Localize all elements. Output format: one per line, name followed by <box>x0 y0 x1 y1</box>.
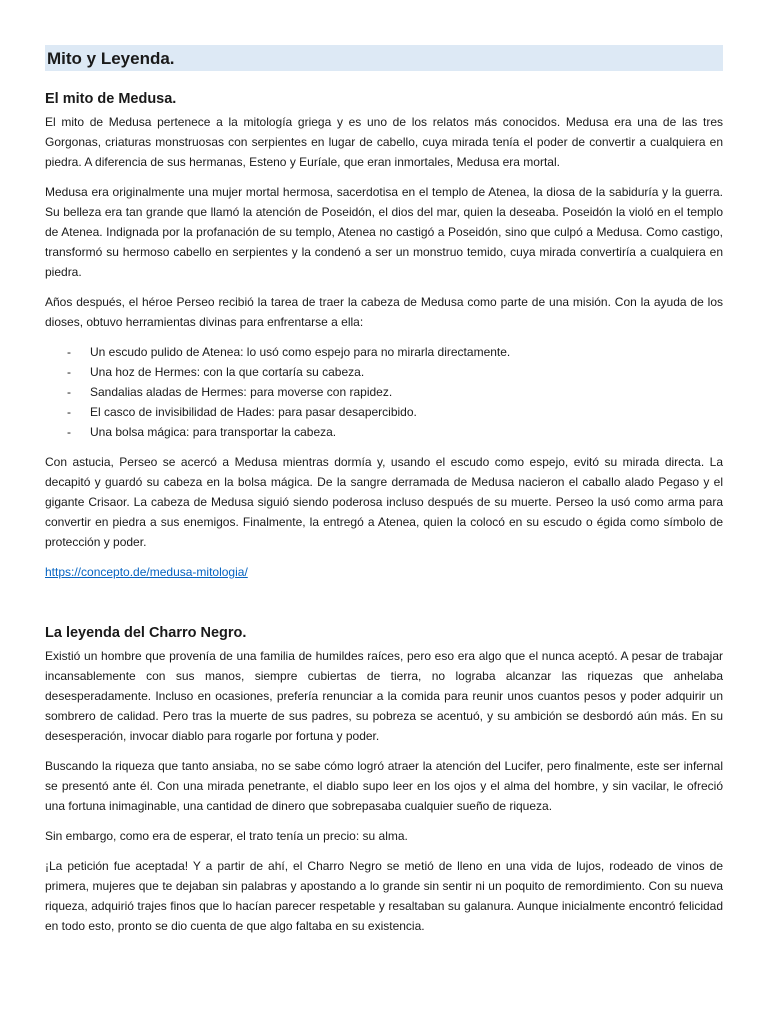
paragraph: Sin embargo, como era de esperar, el trato tenía un precio: su alma. <box>45 829 408 843</box>
bullet-dash: - <box>67 385 71 399</box>
list-item <box>45 422 723 442</box>
paragraph: Medusa era originalmente una mujer mortal hermosa, sacerdotisa en el templo de Atenea, la diosa de la sabiduría y la guerra. Su belleza era tan grande que llamó la atención de Poseidón, el dios del mar, quien la deseaba. Poseidón la violó en el templo de Atenea. Indignada por la profanación de su templo, Atenea no castigó a Poseidón, sino que culpó a Medusa. Como castigo, transformó su hermoso cabello en serpientes y la condenó a ser un monstruo temido, cuya mirada convertiría a cualquiera en piedra. <box>45 185 723 279</box>
list-item <box>45 402 723 422</box>
list-item-text: Una hoz de Hermes: con la que cortaría su cabeza. <box>90 365 365 379</box>
bullet-dash: - <box>67 365 71 379</box>
list-item-text: Un escudo pulido de Atenea: lo usó como espejo para no mirarla directamente. <box>90 345 511 359</box>
document-page <box>45 45 723 946</box>
list-item-text: Una bolsa mágica: para transportar la cabeza. <box>90 425 337 439</box>
tools-list <box>45 342 723 442</box>
paragraph: Existió un hombre que provenía de una familia de humildes raíces, pero eso era algo que el nunca aceptó. A pesar de trabajar incansablemente con sus manos, siempre cubiertas de tierra, no lograba alcanzar las riquezas que anhelaba desesperadamente. Incluso en ocasiones, prefería renunciar a la comida para reunir unos cuantos pesos y poder adquirir un sombrero de calidad. Pero tras la muerte de sus padres, su pobreza se acentuó, y su ambición se desbordó aún más. En su desesperación, invocar diablo para rogarle por fortuna y poder. <box>45 649 723 743</box>
paragraph: Con astucia, Perseo se acercó a Medusa mientras dormía y, usando el escudo como espejo, evitó su mirada directa. La decapitó y guardó su cabeza en la bolsa mágica. De la sangre derramada de Medusa nacieron el caballo alado Pegaso y el gigante Crisaor. La cabeza de Medusa siguió siendo poderosa incluso después de su muerte. Perseo la usó como arma para convertir en piedra a sus enemigos. Finalmente, la entregó a Atenea, quien la colocó en su escudo o égida como símbolo de protección y poder. <box>45 455 723 549</box>
section-heading-charro: La leyenda del Charro Negro. <box>45 625 247 641</box>
bullet-dash: - <box>67 405 71 419</box>
list-item <box>45 362 723 382</box>
paragraph: Buscando la riqueza que tanto ansiaba, no se sabe cómo logró atraer la atención del Lucifer, pero finalmente, este ser infernal se presentó ante él. Con una mirada penetrante, el diablo supo leer en los ojos y el alma del hombre, y sin vacilar, le ofreció una fortuna inimaginable, una cantidad de dinero que sobrepasaba cualquier sueño de riqueza. <box>45 759 723 813</box>
bullet-dash: - <box>67 425 71 439</box>
list-item-text: El casco de invisibilidad de Hades: para pasar desapercibido. <box>90 405 417 419</box>
document-title: Mito y Leyenda. <box>45 45 723 71</box>
source-link-line <box>45 562 723 582</box>
bullet-dash: - <box>67 345 71 359</box>
section-charro-negro <box>45 623 723 936</box>
section-heading-medusa: El mito de Medusa. <box>45 91 177 107</box>
list-item-text: Sandalias aladas de Hermes: para moverse con rapidez. <box>90 385 393 399</box>
list-item <box>45 382 723 402</box>
paragraph: ¡La petición fue aceptada! Y a partir de ahí, el Charro Negro se metió de lleno en una vida de lujos, rodeado de vinos de primera, mujeres que te dejaban sin palabras y apostando a lo grande sin sentir ni un poquito de remordimiento. Con su nueva riqueza, adquirió trajes finos que lo hacían parecer respetable y resaltaban su galanura. Aunque inicialmente encontró felicidad en todo esto, pronto se dio cuenta de que algo faltaba en su existencia. <box>45 859 723 933</box>
section-medusa <box>45 89 723 582</box>
list-item <box>45 342 723 362</box>
source-link[interactable]: https://concepto.de/medusa-mitologia/ <box>45 565 248 579</box>
paragraph: El mito de Medusa pertenece a la mitología griega y es uno de los relatos más conocidos. Medusa era una de las tres Gorgonas, criaturas monstruosas con serpientes en lugar de cabello, cuya mirada tenía el poder de convertir a cualquiera en piedra. A diferencia de sus hermanas, Esteno y Euríale, que eran inmortales, Medusa era mortal. <box>45 115 723 169</box>
paragraph: Años después, el héroe Perseo recibió la tarea de traer la cabeza de Medusa como parte de una misión. Con la ayuda de los dioses, obtuvo herramientas divinas para enfrentarse a ella: <box>45 295 723 329</box>
